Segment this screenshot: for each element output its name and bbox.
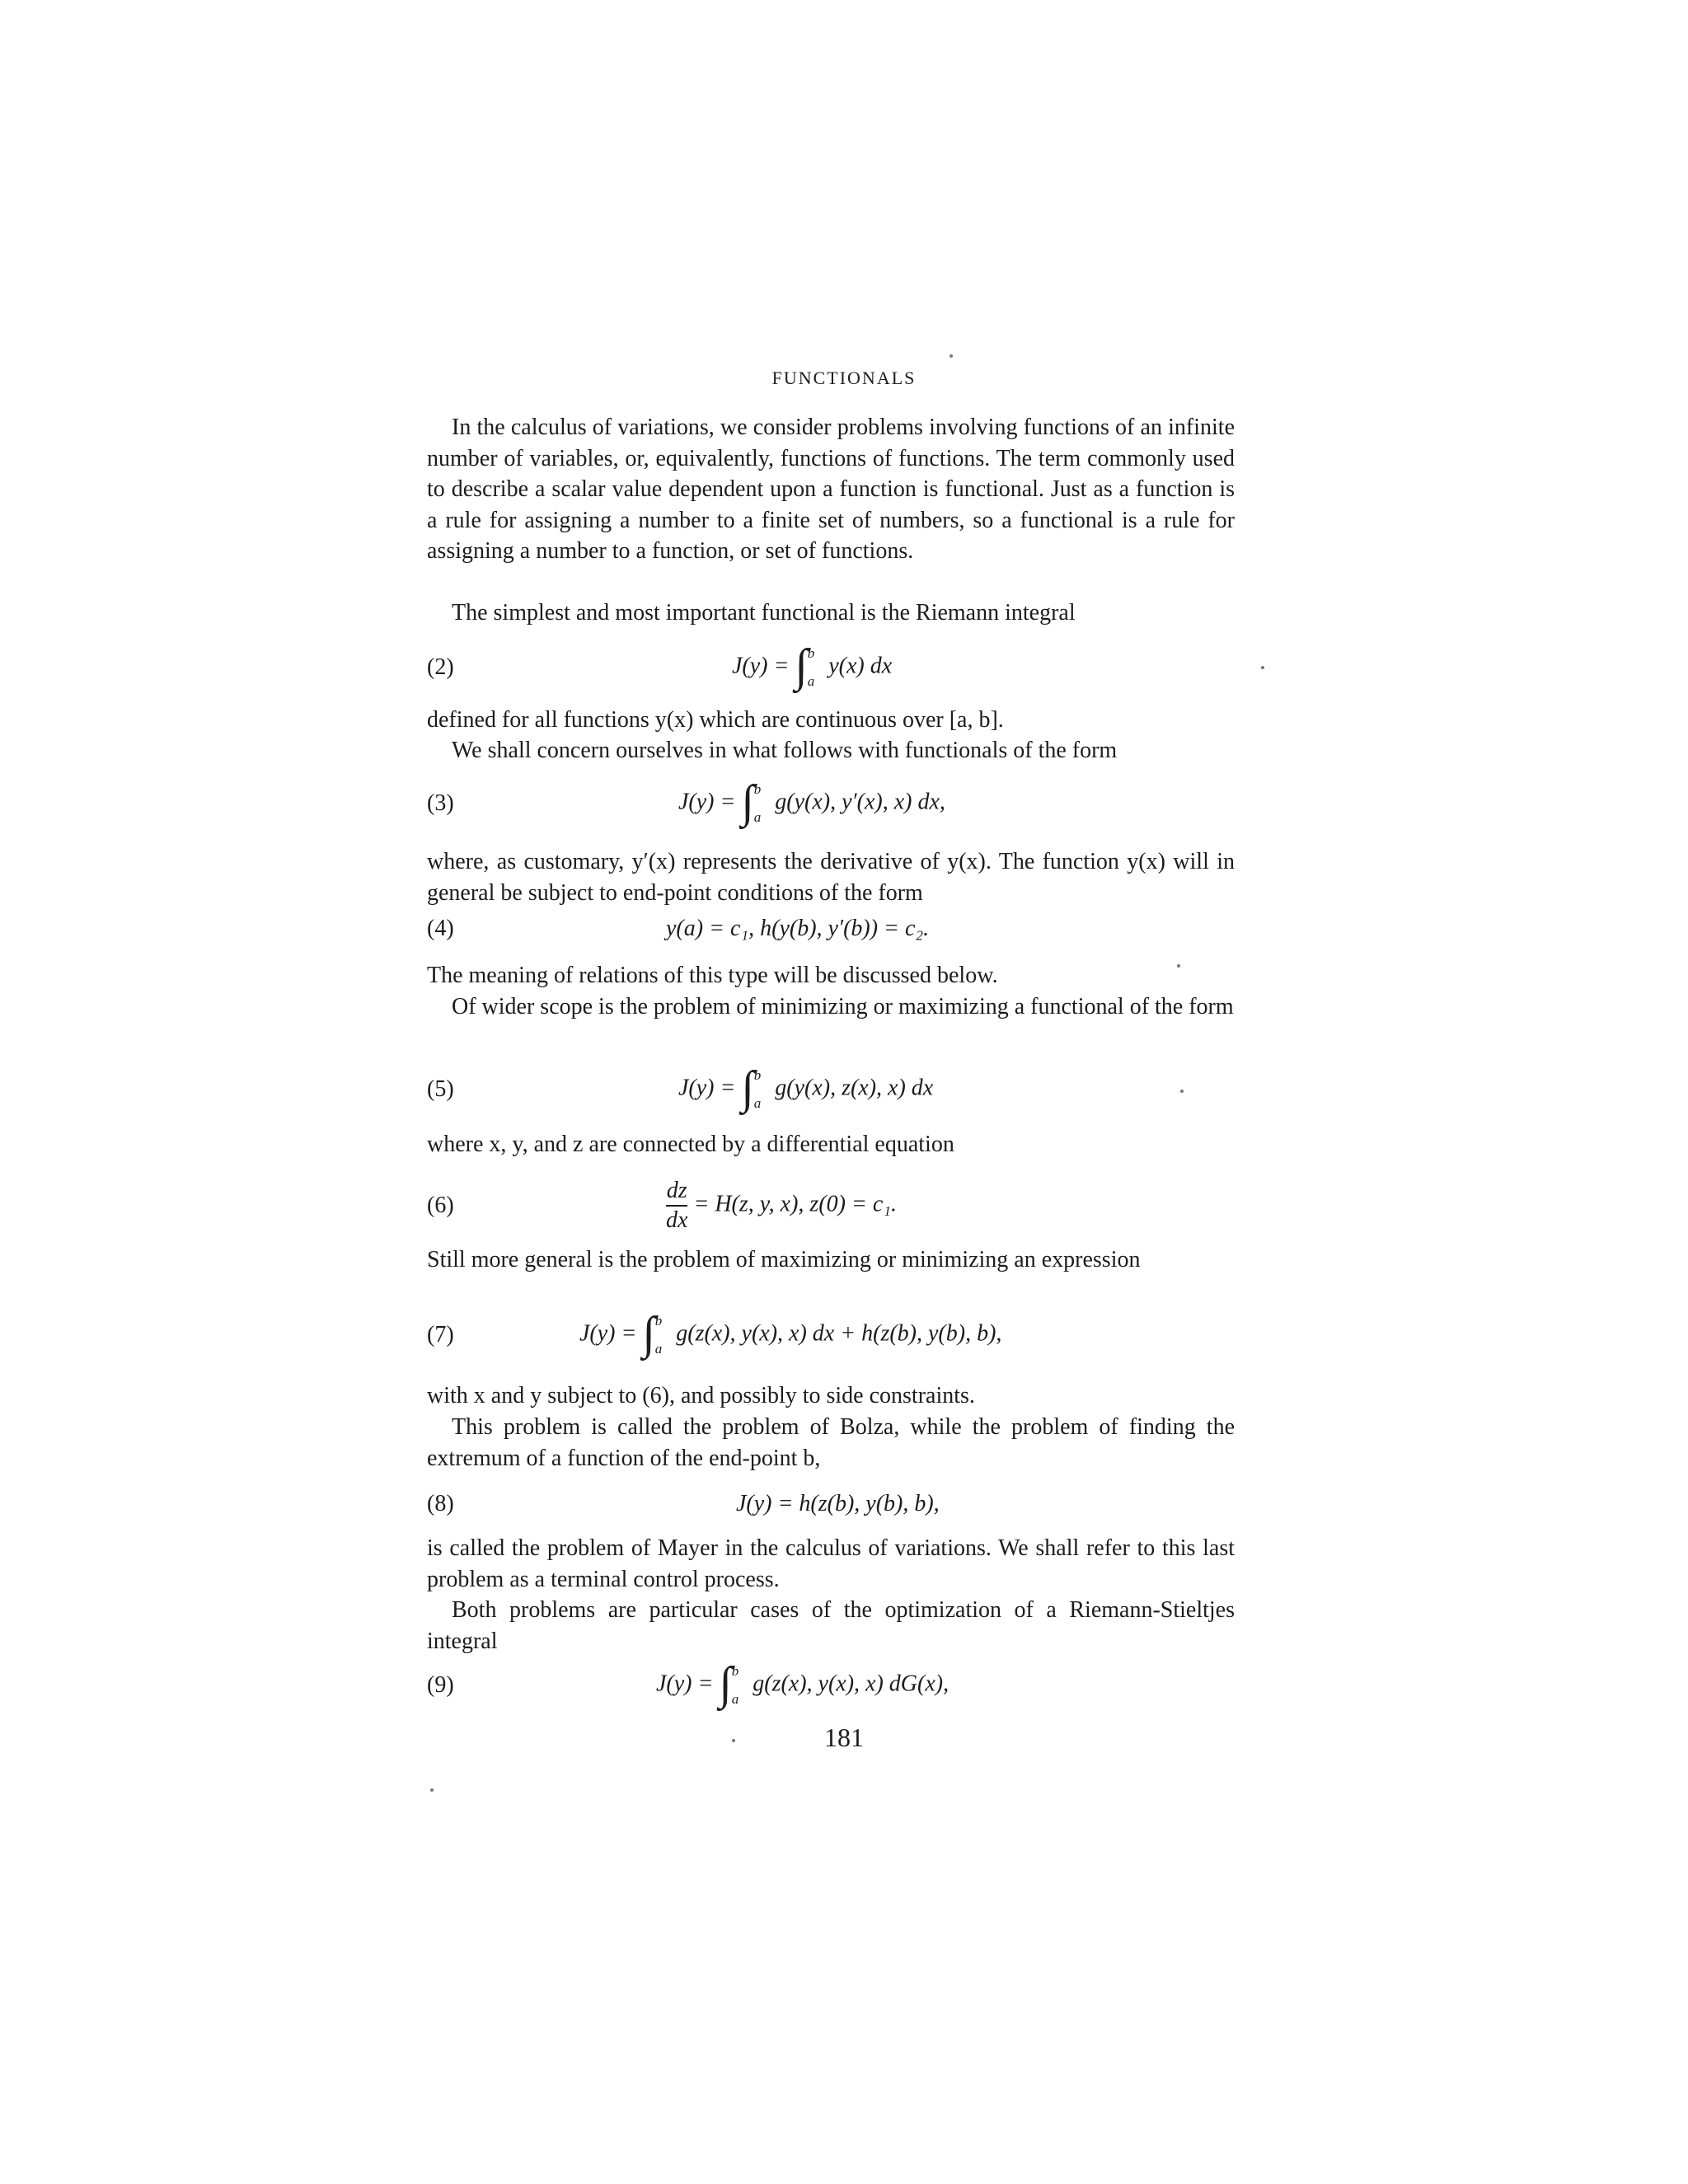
paragraph-functionals-form: We shall concern ourselves in what follows with functionals of the form [452,738,1118,763]
lower-limit: a [753,1095,762,1111]
numerator: dz [666,1177,687,1207]
equation-lhs: J(y) = [656,1671,714,1697]
equation-lhs: J(y) = [732,653,790,679]
paragraph-derivative: where, as customary, y′(x) represents the derivative of y(x). The function y(x) will in general be subject to end-point conditions of the form [427,849,1235,906]
paragraph-intro: In the calculus of variations, we consider problems involving functions of an infinite number of variables, or, equivalently, functions of functions. The term commonly used to describe a scalar value dependent upon a function is functional. Just as a function is a rule for assigning a number to a finite set of numbers, so a functional is a rule for assigning a number to a function, or set of functions. [427,415,1235,564]
integral-sign: ∫ [795,640,808,691]
integrand: y(x) dx [828,653,893,679]
equation-5 [427,1057,1235,1122]
integral-sign: ∫ [741,776,754,827]
upper-limit: b [753,781,762,797]
paragraph-continuity: defined for all functions y(x) which are continuous over [a, b]. [427,707,1004,733]
equation-2 [427,635,1235,701]
equation-6 [427,1169,1235,1243]
integral-sign: ∫ [741,1062,754,1113]
paragraph-subject-to: with x and y subject to (6), and possibly to side constraints. [427,1383,975,1408]
integrand: g(z(x), y(x), x) dG(x), [753,1671,950,1697]
scan-speck [1180,1090,1184,1093]
paragraph-mayer: is called the problem of Mayer in the calculus of variations. We shall refer to this last problem as a terminal control process. [427,1535,1235,1592]
lower-limit: a [731,1691,739,1707]
scan-speck [1177,964,1180,968]
equation-lhs: J(y) = [678,789,736,815]
equation-number: (8) [427,1491,454,1516]
upper-limit: b [807,645,815,661]
integrand: g(z(x), y(x), x) dx + h(z(b), y(b), b), [676,1320,1002,1347]
equation-number: (6) [427,1193,454,1218]
equation-number: (3) [427,790,454,816]
equation-7 [427,1302,1235,1368]
equation-number: (7) [427,1322,454,1347]
derivative-fraction [666,1177,687,1235]
paragraph-meaning: The meaning of relations of this type will be discussed below. [427,963,998,988]
equation-8 [427,1479,1235,1529]
integral-sign: ∫ [719,1658,732,1709]
equation-rhs: = H(z, y, x), z(0) = c₁. [693,1191,898,1217]
integrand: g(y(x), y′(x), x) dx, [775,789,945,815]
integral-sign: ∫ [642,1308,655,1359]
lower-limit: a [753,809,762,825]
page-number: 181 [824,1722,864,1752]
paragraph-bolza: This problem is called the problem of Bolza, while the problem of finding the extremum of a function of the end-point b, [427,1414,1235,1471]
equation-number: (4) [427,916,454,941]
denominator: dx [666,1207,688,1233]
scan-speck [1261,666,1264,669]
paragraph-still-more-general: Still more general is the problem of maximizing or minimizing an expression [427,1247,1141,1272]
equation-body: y(a) = c₁, h(y(b), y′(b)) = c₂. [666,916,930,941]
scan-speck [950,354,953,358]
running-heading: FUNCTIONALS [771,368,917,388]
equation-lhs: J(y) = [579,1320,637,1347]
upper-limit: b [654,1313,663,1329]
scan-speck [430,1788,434,1792]
lower-limit: a [807,673,815,689]
paragraph-wider-scope: Of wider scope is the problem of minimizing or maximizing a functional of the form [452,994,1234,1019]
paragraph-riemann-intro: The simplest and most important functional is the Riemann integral [452,600,1076,626]
lower-limit: a [654,1341,663,1357]
equation-number: (5) [427,1076,454,1102]
equation-3 [427,771,1235,837]
paragraph-stieltjes: Both problems are particular cases of the optimization of a Riemann-Stieltjes integral [427,1597,1235,1654]
integrand: g(y(x), z(x), x) dx [775,1075,934,1101]
equation-lhs: J(y) = [678,1075,736,1101]
equation-9 [427,1652,1235,1718]
paragraph-connected: where x, y, and z are connected by a differential equation [427,1132,954,1157]
scan-speck [732,1739,735,1742]
equation-body: J(y) = h(z(b), y(b), b), [736,1491,940,1516]
upper-limit: b [753,1067,762,1083]
equation-number: (2) [427,654,454,680]
upper-limit: b [731,1663,739,1679]
equation-4 [427,904,1235,954]
equation-number: (9) [427,1672,454,1698]
